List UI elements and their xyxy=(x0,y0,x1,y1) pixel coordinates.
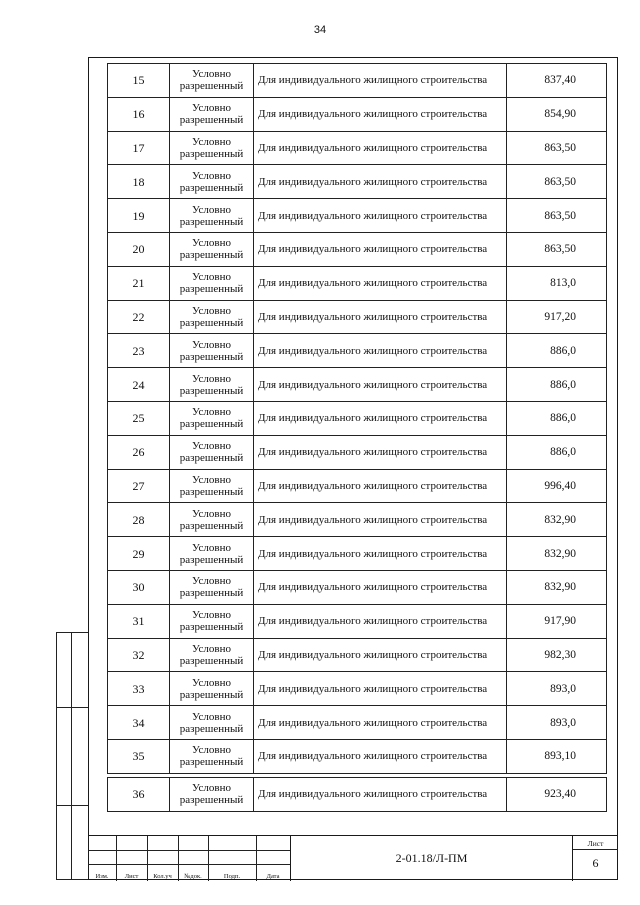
land-use-cell: Для индивидуального жилищного строительства xyxy=(254,368,507,402)
area-cell: 863,50 xyxy=(507,199,607,233)
row-number-cell: 25 xyxy=(108,401,170,435)
side-stamp-strip xyxy=(56,632,88,880)
table-row xyxy=(108,739,607,773)
row-number-cell: 18 xyxy=(108,165,170,199)
area-cell: 893,0 xyxy=(507,672,607,706)
permission-type-cell: Условно разрешенный xyxy=(170,64,254,98)
permission-type-cell: Условно разрешенный xyxy=(170,300,254,334)
row-number-cell: 21 xyxy=(108,266,170,300)
row-number-cell: 23 xyxy=(108,334,170,368)
land-use-cell: Для индивидуального жилищного строительства xyxy=(254,537,507,571)
table-row xyxy=(108,232,607,266)
land-plots-table xyxy=(107,63,607,812)
permission-type-cell: Условно разрешенный xyxy=(170,503,254,537)
sheet-number: 6 xyxy=(592,856,599,870)
row-number-cell: 36 xyxy=(108,777,170,811)
row-number-cell: 30 xyxy=(108,570,170,604)
land-use-cell: Для индивидуального жилищного строительства xyxy=(254,503,507,537)
row-number-cell: 27 xyxy=(108,469,170,503)
row-number-cell: 29 xyxy=(108,537,170,571)
land-use-cell: Для индивидуального жилищного строительства xyxy=(254,131,507,165)
sheet-box xyxy=(572,836,618,881)
permission-type-cell: Условно разрешенный xyxy=(170,131,254,165)
land-use-cell: Для индивидуального жилищного строительства xyxy=(254,469,507,503)
row-number-cell: 19 xyxy=(108,199,170,233)
permission-type-cell: Условно разрешенный xyxy=(170,334,254,368)
permission-type-cell: Условно разрешенный xyxy=(170,469,254,503)
land-use-cell: Для индивидуального жилищного строительства xyxy=(254,300,507,334)
area-cell: 863,50 xyxy=(507,165,607,199)
area-cell: 886,0 xyxy=(507,368,607,402)
table-row xyxy=(108,638,607,672)
permission-type-cell: Условно разрешенный xyxy=(170,672,254,706)
table-row xyxy=(108,165,607,199)
table-row xyxy=(108,537,607,571)
table-row xyxy=(108,435,607,469)
row-number-cell: 22 xyxy=(108,300,170,334)
table-row xyxy=(108,672,607,706)
page-number: 34 xyxy=(313,24,327,36)
area-cell: 854,90 xyxy=(507,97,607,131)
permission-type-cell: Условно разрешенный xyxy=(170,401,254,435)
table-row xyxy=(108,469,607,503)
permission-type-cell: Условно разрешенный xyxy=(170,266,254,300)
land-use-cell: Для индивидуального жилищного строительства xyxy=(254,401,507,435)
title-block xyxy=(88,835,618,880)
tb-label-kol-uch: Кол.уч xyxy=(153,873,172,880)
table-row xyxy=(108,300,607,334)
land-use-cell: Для индивидуального жилищного строительства xyxy=(254,97,507,131)
area-cell: 893,0 xyxy=(507,706,607,740)
land-use-cell: Для индивидуального жилищного строительства xyxy=(254,199,507,233)
area-cell: 832,90 xyxy=(507,537,607,571)
tb-label-data: Дата xyxy=(266,873,280,880)
table-row xyxy=(108,706,607,740)
table-row xyxy=(108,604,607,638)
area-cell: 917,90 xyxy=(507,604,607,638)
area-cell: 886,0 xyxy=(507,401,607,435)
permission-type-cell: Условно разрешенный xyxy=(170,638,254,672)
area-cell: 832,90 xyxy=(507,570,607,604)
land-use-cell: Для индивидуального жилищного строительства xyxy=(254,266,507,300)
permission-type-cell: Условно разрешенный xyxy=(170,706,254,740)
permission-type-cell: Условно разрешенный xyxy=(170,570,254,604)
tb-label-ndok: №док. xyxy=(184,873,202,880)
area-cell: 982,30 xyxy=(507,638,607,672)
land-use-cell: Для индивидуального жилищного строительства xyxy=(254,638,507,672)
area-cell: 917,20 xyxy=(507,300,607,334)
row-number-cell: 16 xyxy=(108,97,170,131)
land-use-cell: Для индивидуального жилищного строительства xyxy=(254,739,507,773)
permission-type-cell: Условно разрешенный xyxy=(170,199,254,233)
land-use-cell: Для индивидуального жилищного строительства xyxy=(254,570,507,604)
land-use-cell: Для индивидуального жилищного строительства xyxy=(254,232,507,266)
row-number-cell: 17 xyxy=(108,131,170,165)
area-cell: 813,0 xyxy=(507,266,607,300)
row-number-cell: 15 xyxy=(108,64,170,98)
table-row xyxy=(108,97,607,131)
area-cell: 996,40 xyxy=(507,469,607,503)
land-use-cell: Для индивидуального жилищного строительства xyxy=(254,604,507,638)
permission-type-cell: Условно разрешенный xyxy=(170,368,254,402)
permission-type-cell: Условно разрешенный xyxy=(170,435,254,469)
row-number-cell: 28 xyxy=(108,503,170,537)
table-row xyxy=(108,503,607,537)
table-row xyxy=(108,570,607,604)
land-use-cell: Для индивидуального жилищного строительства xyxy=(254,435,507,469)
row-number-cell: 35 xyxy=(108,739,170,773)
area-cell: 863,50 xyxy=(507,232,607,266)
table-row xyxy=(108,368,607,402)
land-use-cell: Для индивидуального жилищного строительства xyxy=(254,706,507,740)
permission-type-cell: Условно разрешенный xyxy=(170,777,254,811)
area-cell: 837,40 xyxy=(507,64,607,98)
sheet-label: Лист xyxy=(587,839,604,848)
permission-type-cell: Условно разрешенный xyxy=(170,537,254,571)
row-number-cell: 24 xyxy=(108,368,170,402)
land-use-cell: Для индивидуального жилищного строительства xyxy=(254,334,507,368)
area-cell: 886,0 xyxy=(507,435,607,469)
table-row xyxy=(108,64,607,98)
area-cell: 886,0 xyxy=(507,334,607,368)
land-use-cell: Для индивидуального жилищного строительства xyxy=(254,672,507,706)
table-row xyxy=(108,777,607,811)
table-row xyxy=(108,131,607,165)
permission-type-cell: Условно разрешенный xyxy=(170,232,254,266)
row-number-cell: 34 xyxy=(108,706,170,740)
row-number-cell: 32 xyxy=(108,638,170,672)
tb-label-izm: Изм. xyxy=(95,873,109,880)
table-row xyxy=(108,199,607,233)
area-cell: 893,10 xyxy=(507,739,607,773)
area-cell: 832,90 xyxy=(507,503,607,537)
tb-label-podp: Подп. xyxy=(223,873,241,880)
permission-type-cell: Условно разрешенный xyxy=(170,165,254,199)
row-number-cell: 20 xyxy=(108,232,170,266)
title-block-grid xyxy=(88,836,290,881)
tb-label-list: Лист xyxy=(124,873,139,880)
permission-type-cell: Условно разрешенный xyxy=(170,739,254,773)
table-row xyxy=(108,266,607,300)
table-row xyxy=(108,334,607,368)
table-row xyxy=(108,401,607,435)
row-number-cell: 33 xyxy=(108,672,170,706)
area-cell: 923,40 xyxy=(507,777,607,811)
permission-type-cell: Условно разрешенный xyxy=(170,97,254,131)
row-number-cell: 31 xyxy=(108,604,170,638)
row-number-cell: 26 xyxy=(108,435,170,469)
land-use-cell: Для индивидуального жилищного строительства xyxy=(254,777,507,811)
permission-type-cell: Условно разрешенный xyxy=(170,604,254,638)
land-use-cell: Для индивидуального жилищного строительства xyxy=(254,64,507,98)
area-cell: 863,50 xyxy=(507,131,607,165)
document-code: 2-01.18/Л-ПМ xyxy=(290,836,572,881)
land-use-cell: Для индивидуального жилищного строительства xyxy=(254,165,507,199)
